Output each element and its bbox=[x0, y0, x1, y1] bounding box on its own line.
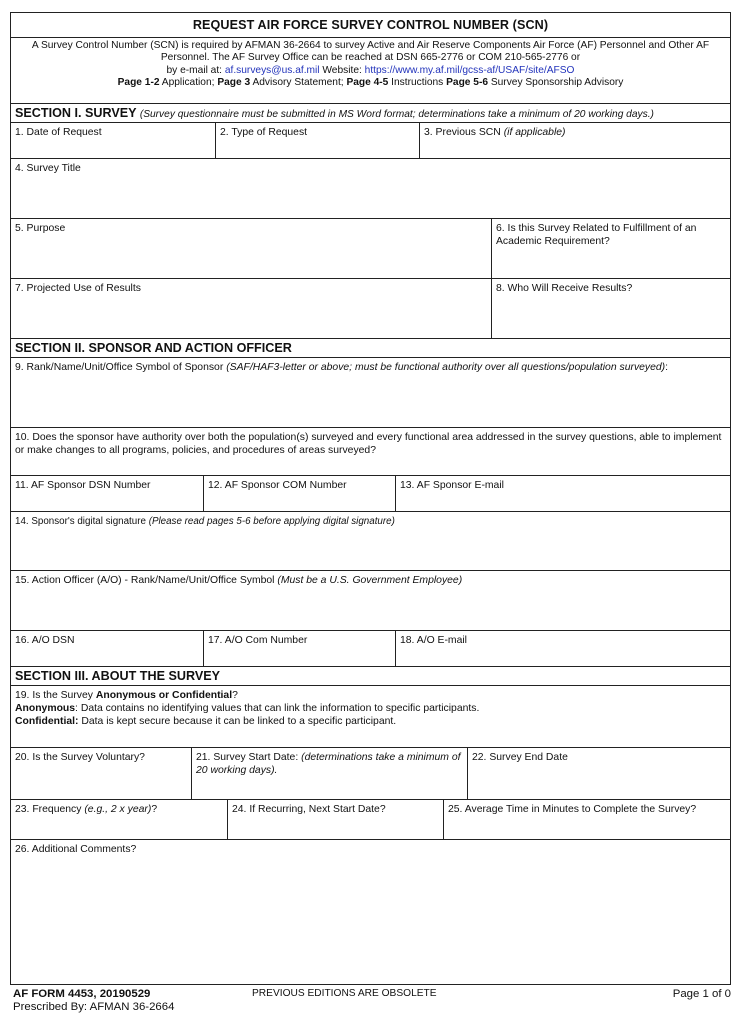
section-2-header bbox=[11, 339, 730, 358]
form-title: REQUEST AIR FORCE SURVEY CONTROL NUMBER (SCN) bbox=[192, 18, 549, 32]
intro-line-3 bbox=[15, 65, 726, 77]
academic-requirement-field[interactable]: 6. Is this Survey Related to Fulfillment of an Academic Requirement? bbox=[491, 219, 730, 278]
row-fields-11-13 bbox=[11, 476, 730, 512]
date-of-request-field[interactable]: 1. Date of Request bbox=[15, 127, 102, 138]
section-1-title: SECTION I. SURVEY bbox=[15, 106, 137, 120]
confidential-definition bbox=[15, 715, 726, 728]
sponsor-identity-field[interactable] bbox=[11, 358, 730, 427]
row-field-10 bbox=[11, 428, 730, 476]
sponsor-identity-colon: : bbox=[665, 362, 669, 373]
survey-office-email-link[interactable]: af.surveys@us.af.mil bbox=[224, 64, 320, 76]
q19-prefix: 19. Is the Survey bbox=[15, 690, 96, 701]
voluntary-field[interactable]: 20. Is the Survey Voluntary? bbox=[15, 752, 145, 763]
sponsor-dsn-field[interactable]: 11. AF Sponsor DSN Number bbox=[15, 480, 151, 491]
section-1-note: (Survey questionnaire must be submitted in MS Word format; determinations take a minimum of 20 working days.) bbox=[139, 109, 654, 120]
row-fields-23-25 bbox=[11, 800, 730, 840]
action-officer-field[interactable] bbox=[11, 571, 730, 630]
form-id: AF FORM 4453, 20190529 bbox=[13, 988, 151, 1000]
ao-dsn-field[interactable]: 16. A/O DSN bbox=[15, 635, 75, 646]
sponsor-signature-note: (Please read pages 5-6 before applying digital signature) bbox=[148, 516, 395, 527]
start-date-label: 21. Survey Start Date: bbox=[196, 752, 299, 763]
previous-scn-note: (if applicable) bbox=[503, 127, 566, 138]
anonymous-label: Anonymous bbox=[15, 703, 76, 714]
intro-row bbox=[11, 38, 730, 104]
anonymous-confidential-question bbox=[15, 689, 726, 702]
action-officer-note: (Must be a U.S. Government Employee) bbox=[277, 575, 463, 586]
start-date-field[interactable] bbox=[191, 748, 467, 799]
page-ref-2-label: Page 3 bbox=[217, 76, 251, 88]
intro-pages-line bbox=[15, 77, 726, 89]
projected-use-field[interactable]: 7. Projected Use of Results bbox=[15, 283, 141, 294]
start-date-note: (determinations take a minimum of 20 working days). bbox=[196, 752, 461, 776]
anonymous-text: : Data contains no identifying values that can link the information to specific participants. bbox=[75, 703, 480, 714]
end-date-field[interactable]: 22. Survey End Date bbox=[467, 748, 730, 799]
page-ref-1-label: Page 1-2 bbox=[117, 76, 160, 88]
frequency-suffix: ? bbox=[151, 804, 158, 815]
sponsor-identity-note: (SAF/HAF3-letter or above; must be functional authority over all questions/population surveyed) bbox=[226, 362, 666, 373]
row-field-4 bbox=[11, 159, 730, 219]
page-number: Page 1 of 0 bbox=[672, 988, 731, 1000]
ao-email-field[interactable]: 18. A/O E-mail bbox=[395, 631, 730, 666]
previous-scn-label: 3. Previous SCN bbox=[424, 127, 501, 138]
purpose-field[interactable]: 5. Purpose bbox=[15, 223, 66, 234]
additional-comments-field[interactable]: 26. Additional Comments? bbox=[15, 844, 137, 855]
intro-text bbox=[11, 38, 730, 103]
prescribed-by: Prescribed By: AFMAN 36-2664 bbox=[13, 1001, 175, 1013]
row-fields-7-8 bbox=[11, 279, 730, 339]
section-3-header bbox=[11, 667, 730, 686]
row-fields-16-18 bbox=[11, 631, 730, 667]
intro-website-label: Website: bbox=[319, 64, 365, 76]
page-ref-1-text: Application; bbox=[159, 76, 218, 88]
page-ref-3-text: Instructions bbox=[388, 76, 447, 88]
intro-line-1: A Survey Control Number (SCN) is required by AFMAN 36-2664 to survey Active and Air Reserve Components Air Force (AF) Personnel and Other AF bbox=[31, 40, 710, 51]
row-field-26 bbox=[11, 840, 730, 984]
avg-completion-time-field[interactable]: 25. Average Time in Minutes to Complete the Survey? bbox=[443, 800, 730, 839]
q19-bold: Anonymous or Confidential bbox=[95, 690, 233, 701]
row-field-9 bbox=[11, 358, 730, 428]
intro-email-prefix: by e-mail at: bbox=[166, 64, 225, 76]
sponsor-authority-field[interactable]: 10. Does the sponsor have authority over both the population(s) surveyed and every functional area addressed in the survey questions, able to implement or make changes to all programs, policies, and procedures of areas surveyed? bbox=[15, 432, 722, 456]
sponsor-email-field[interactable]: 13. AF Sponsor E-mail bbox=[395, 476, 730, 511]
section-1-header bbox=[11, 104, 730, 123]
frequency-label: 23. Frequency bbox=[15, 804, 82, 815]
obsolete-notice: PREVIOUS EDITIONS ARE OBSOLETE bbox=[252, 988, 437, 999]
scn-request-form bbox=[10, 12, 731, 985]
action-officer-label: 15. Action Officer (A/O) - Rank/Name/Unit/Office Symbol bbox=[15, 575, 275, 586]
sponsor-signature-label: 14. Sponsor's digital signature bbox=[15, 516, 146, 527]
section-3-title: SECTION III. ABOUT THE SURVEY bbox=[15, 669, 221, 683]
row-fields-1-3 bbox=[11, 123, 730, 159]
intro-line-2: Personnel. The AF Survey Office can be reached at DSN 665-2776 or COM 210-565-2776 or bbox=[160, 52, 581, 64]
results-recipients-field[interactable]: 8. Who Will Receive Results? bbox=[491, 279, 730, 338]
page-ref-4-label: Page 5-6 bbox=[446, 76, 489, 88]
frequency-note: (e.g., 2 x year) bbox=[84, 804, 152, 815]
page-ref-2-text: Advisory Statement; bbox=[250, 76, 347, 88]
sponsor-signature-field[interactable] bbox=[11, 512, 730, 570]
row-field-19 bbox=[11, 686, 730, 748]
survey-office-website-link[interactable]: https://www.my.af.mil/gcss-af/USAF/site/AFSO bbox=[364, 64, 575, 76]
row-fields-20-22 bbox=[11, 748, 730, 800]
sponsor-com-field[interactable]: 12. AF Sponsor COM Number bbox=[203, 476, 395, 511]
row-field-14 bbox=[11, 512, 730, 571]
next-start-date-field[interactable]: 24. If Recurring, Next Start Date? bbox=[227, 800, 443, 839]
anonymous-definition bbox=[15, 702, 726, 715]
page-ref-3-label: Page 4-5 bbox=[346, 76, 389, 88]
form-title-row bbox=[11, 13, 730, 38]
page-ref-4-text: Survey Sponsorship Advisory bbox=[488, 76, 624, 88]
anonymous-confidential-field[interactable] bbox=[11, 686, 730, 747]
row-field-15 bbox=[11, 571, 730, 631]
section-2-title: SECTION II. SPONSOR AND ACTION OFFICER bbox=[15, 341, 292, 355]
previous-scn-field[interactable] bbox=[419, 123, 730, 158]
confidential-label: Confidential: bbox=[15, 716, 79, 727]
confidential-text: Data is kept secure because it can be linked to a specific participant. bbox=[78, 716, 397, 727]
sponsor-identity-label: 9. Rank/Name/Unit/Office Symbol of Sponsor bbox=[15, 362, 224, 373]
survey-title-field[interactable]: 4. Survey Title bbox=[15, 163, 81, 174]
frequency-field[interactable] bbox=[11, 800, 227, 839]
ao-com-field[interactable]: 17. A/O Com Number bbox=[203, 631, 395, 666]
type-of-request-field[interactable]: 2. Type of Request bbox=[215, 123, 419, 158]
row-fields-5-6 bbox=[11, 219, 730, 279]
q19-suffix: ? bbox=[232, 690, 238, 701]
